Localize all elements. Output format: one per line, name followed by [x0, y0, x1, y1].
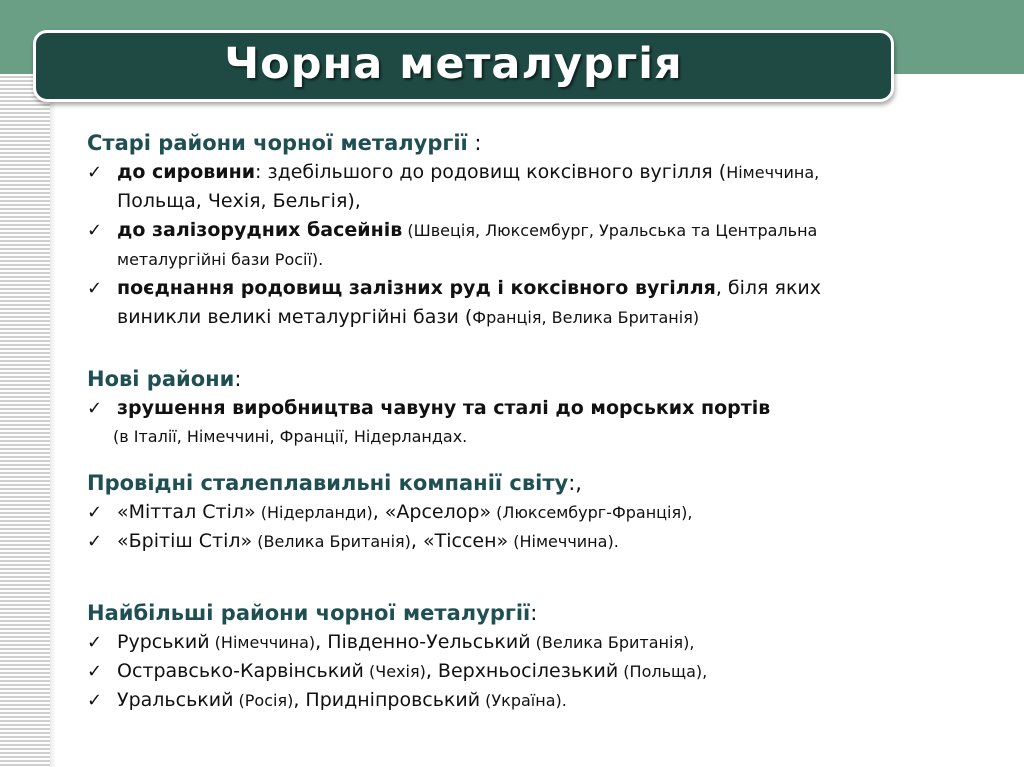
- list-item: [87, 657, 707, 686]
- item-bold-text: поєднання родовищ залізних руд і коксівного вугілля: [117, 277, 716, 299]
- list-item: [87, 274, 821, 303]
- section-largest-regions: [87, 598, 707, 715]
- region-name: Уральський: [117, 689, 234, 711]
- list-item: [87, 394, 770, 423]
- list-item-continuation: (в Італії, Німеччині, Франції, Нідерландах.: [113, 427, 468, 446]
- company-name: «Брітіш Стіл»: [117, 530, 253, 552]
- item-text: : здебільшого до родовищ коксівного вугілля (: [255, 161, 727, 183]
- region-country: (Україна).: [480, 691, 567, 710]
- heading-text: Провідні сталеплавильні компанії світу: [87, 471, 569, 495]
- region-name: Придніпровський: [305, 689, 481, 711]
- separator: ,: [410, 530, 424, 552]
- list-item: [87, 498, 692, 527]
- heading-text: Старі райони чорної металургії: [87, 131, 468, 155]
- checkmark-icon: ✓: [87, 690, 103, 711]
- list-item-continuation: [87, 187, 821, 216]
- checkmark-icon: ✓: [87, 661, 103, 682]
- left-striped-strip: [0, 74, 50, 767]
- section-heading: [87, 598, 707, 628]
- region-country: (Німеччина): [209, 633, 316, 652]
- list-item: [87, 628, 707, 657]
- section-heading: [87, 468, 692, 498]
- list-item: [87, 686, 707, 715]
- heading-colon: :,: [568, 471, 582, 495]
- item-continuation-text: металургійні бази Росії).: [117, 250, 324, 269]
- separator: ,: [293, 689, 306, 711]
- section-old-regions: [87, 128, 821, 332]
- region-country: (Велика Британія),: [530, 633, 695, 652]
- checkmark-icon: ✓: [87, 531, 103, 552]
- heading-colon: :: [530, 601, 538, 625]
- item-continuation-text: Польща, Чехія, Бельгія),: [117, 190, 361, 212]
- heading-colon: :: [234, 367, 242, 391]
- region-name: Остравсько-Карвінський: [117, 660, 364, 682]
- checkmark-icon: ✓: [87, 278, 103, 299]
- checkmark-icon: ✓: [87, 502, 103, 523]
- item-continuation-small: Франція, Велика Британія): [472, 308, 700, 327]
- company-name: «Арселор»: [384, 501, 492, 523]
- list-item: [87, 527, 692, 556]
- region-name: Південно-Уельський: [327, 631, 531, 653]
- item-bold-text: до сировини: [117, 161, 256, 183]
- list-item: [87, 216, 821, 245]
- item-continuation-text: виникли великі металургійні бази (: [117, 306, 473, 328]
- company-country: (Люксембург-Франція),: [491, 503, 693, 522]
- list-item: [87, 158, 821, 187]
- company-country: (Німеччина).: [508, 532, 619, 551]
- checkmark-icon: ✓: [87, 632, 103, 653]
- item-text: , біля яких: [715, 277, 822, 299]
- section-heading: [87, 364, 770, 394]
- item-small-text: (Швеція, Люксембург, Уральська та Центральна: [402, 221, 818, 240]
- region-name: Рурський: [117, 631, 210, 653]
- heading-colon: :: [467, 131, 482, 155]
- section-companies: [87, 468, 692, 556]
- separator: ,: [315, 631, 328, 653]
- separator: ,: [425, 660, 438, 682]
- region-name: Верхньосілезький: [437, 660, 619, 682]
- list-item-continuation: [87, 245, 821, 274]
- heading-text: Найбільші райони чорної металургії: [87, 601, 531, 625]
- company-country: (Велика Британія): [252, 532, 411, 551]
- checkmark-icon: ✓: [87, 398, 103, 419]
- title-banner: [33, 30, 894, 102]
- company-name: «Тіссен»: [423, 530, 509, 552]
- list-item-continuation: [87, 303, 821, 332]
- item-bold-text: зрушення виробництва чавуну та сталі до морських портів: [117, 397, 771, 419]
- separator: ,: [372, 501, 385, 523]
- company-name: «Міттал Стіл»: [117, 501, 256, 523]
- slide-title: Чорна металургія: [224, 39, 683, 89]
- region-country: (Чехія): [363, 662, 426, 681]
- section-new-regions: [87, 364, 770, 450]
- company-country: (Нідерланди): [255, 503, 373, 522]
- checkmark-icon: ✓: [87, 162, 103, 183]
- item-bold-text: до залізорудних басейнів: [117, 219, 403, 241]
- region-country: (Польща),: [618, 662, 708, 681]
- region-country: (Росія): [233, 691, 294, 710]
- section-heading: [87, 128, 821, 158]
- checkmark-icon: ✓: [87, 220, 103, 241]
- item-small-text: Німеччина,: [726, 163, 820, 182]
- heading-text: Нові райони: [87, 367, 235, 391]
